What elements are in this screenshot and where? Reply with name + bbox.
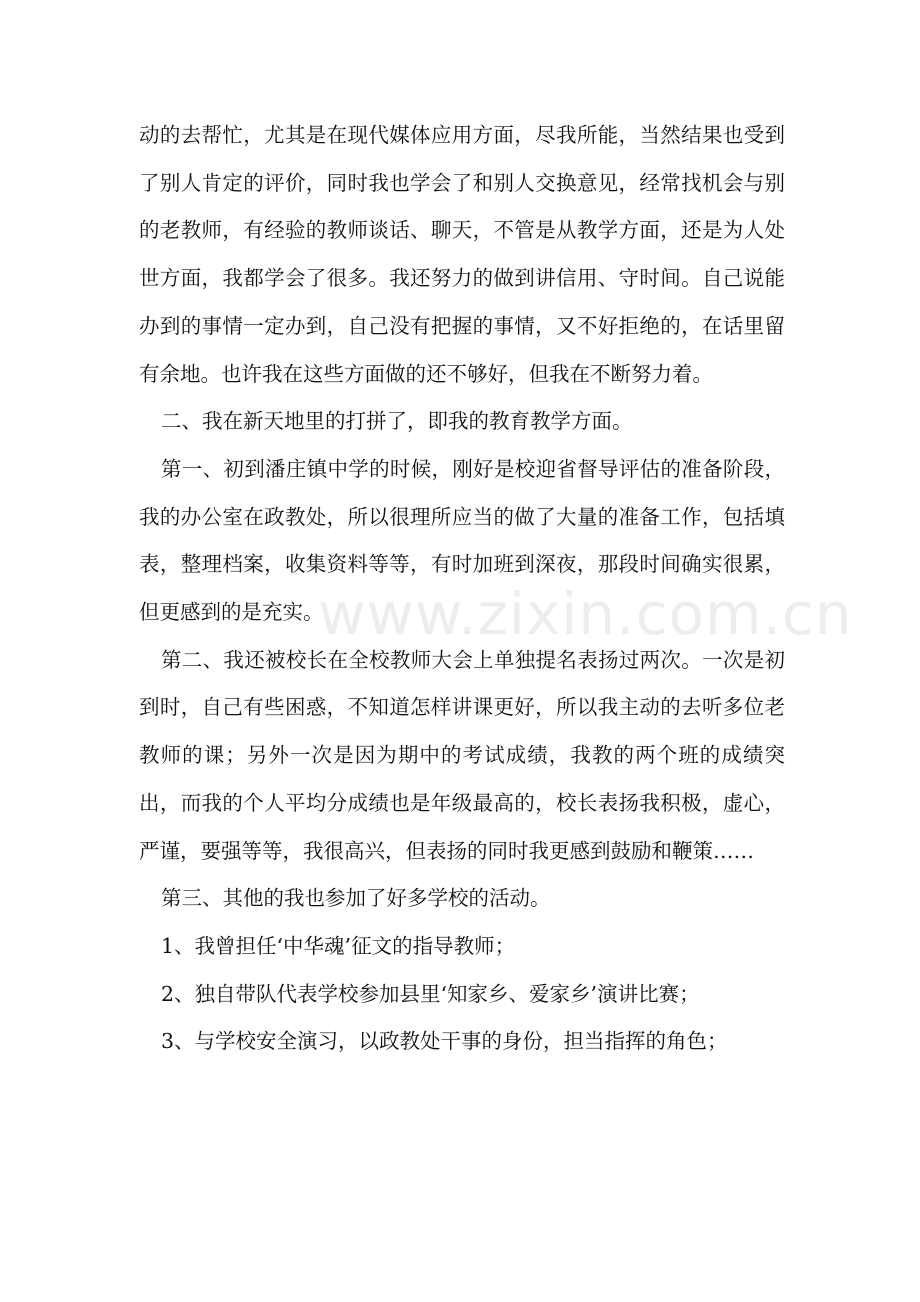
paragraph-third: 第三、其他的我也参加了好多学校的活动。 bbox=[161, 886, 551, 911]
paragraph-first: 第一、初到潘庄镇中学的时候，刚好是校迎省督导评估的准备阶段，我的办公室在政教处，所以很理所应当的做了大量的准备工作，包括填表，整理档案，收集资料等等，有时加班到深夜，那段时间确实很累，但更感到的是充实。 bbox=[139, 456, 785, 625]
document-body bbox=[139, 112, 785, 1066]
section-heading-two: 二、我在新天地里的打拼了，即我的教育教学方面。 bbox=[161, 409, 633, 434]
list-item-3: 3、与学校安全演习，以政教处干事的身份，担当指挥的角色； bbox=[161, 1029, 728, 1054]
list-item-2: 2、独自带队代表学校参加县里‘知家乡、爱家乡’演讲比赛； bbox=[161, 981, 700, 1006]
paragraph-continuation: 动的去帮忙，尤其是在现代媒体应用方面，尽我所能，当然结果也受到了别人肯定的评价，同时我也学会了和别人交换意见，经常找机会与别的老教师，有经验的教师谈话、聊天，不管是从教学方面，还是为人处世方面，我都学会了很多。我还努力的做到讲信用、守时间。自己说能办到的事情一定办到，自己没有把握的事情，又不好拒绝的，在话里留有余地。也许我在这些方面做的还不够好，但我在不断努力着。 bbox=[139, 123, 785, 386]
list-item-1: 1、我曾担任‘中华魂’征文的指导教师； bbox=[161, 933, 516, 958]
paragraph-second: 第二、我还被校长在全校教师大会上单独提名表扬过两次。一次是初到时，自己有些困惑，不知道怎样讲课更好，所以我主动的去听多位老教师的课；另外一次是因为期中的考试成绩，我教的两个班的成绩突出，而我的个人平均分成绩也是年级最高的，校长表扬我积极，虚心，严谨，要强等等，我很高兴，但表扬的同时我更感到鼓励和鞭策…… bbox=[139, 647, 785, 863]
watermark: www.zixin.com.cn bbox=[318, 580, 853, 648]
